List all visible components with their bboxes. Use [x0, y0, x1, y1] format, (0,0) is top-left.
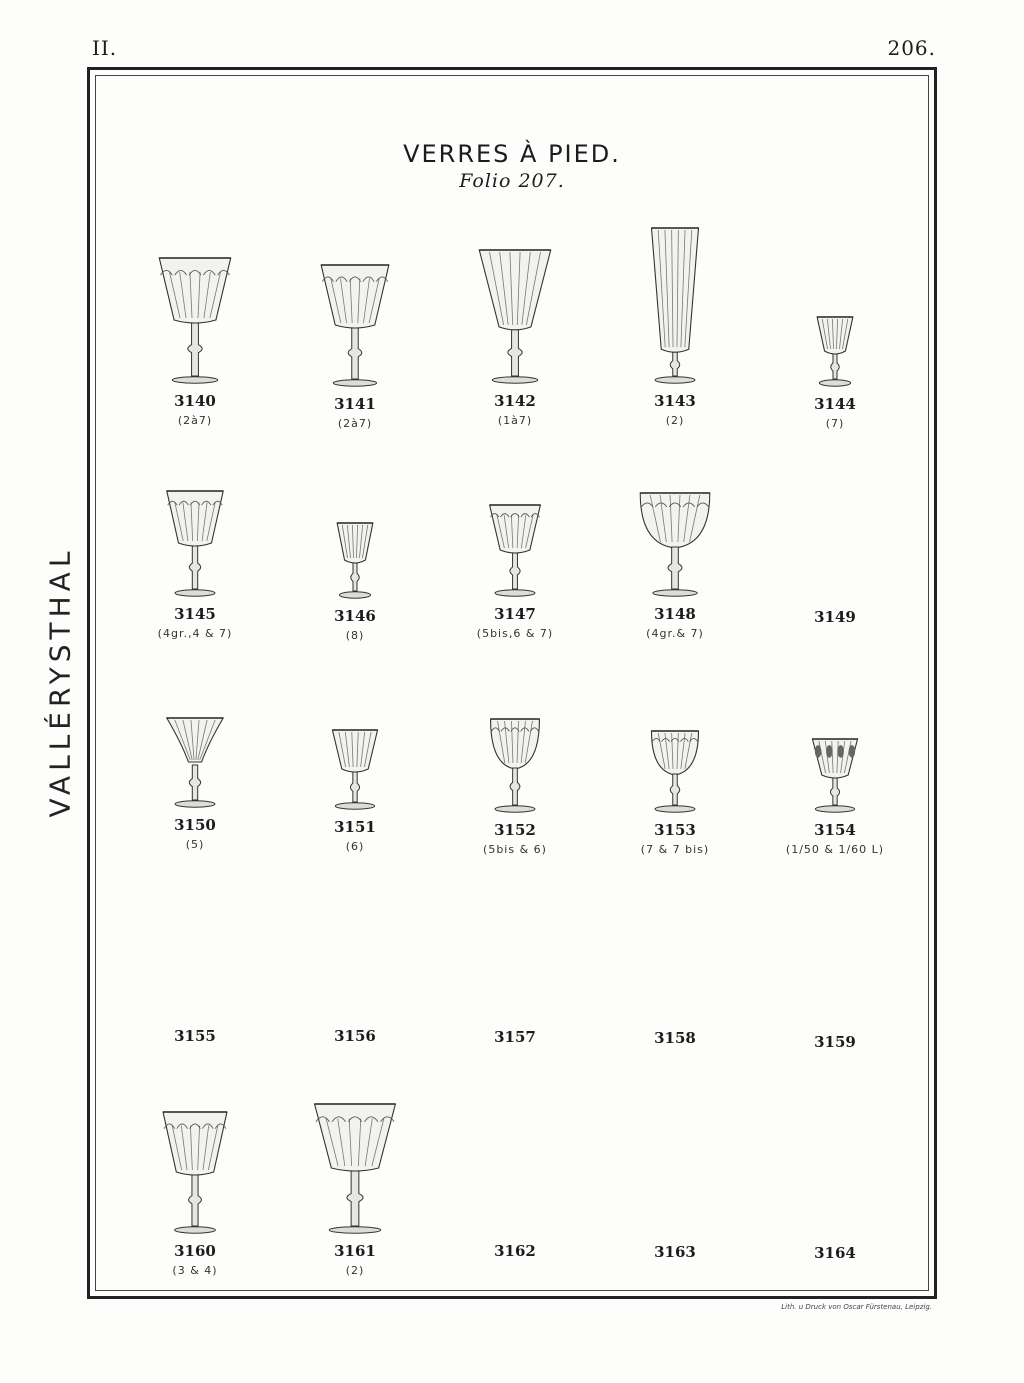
catalog-item [755, 1244, 915, 1262]
faceted-goblet-icon [161, 1110, 229, 1234]
glass-illustration [115, 489, 275, 597]
catalog-item [435, 1028, 595, 1046]
item-number: 3164 [814, 1244, 856, 1262]
item-number: 3150 [174, 816, 216, 834]
section-mark: II. [92, 36, 118, 60]
item-number: 3143 [654, 392, 696, 410]
item-number: 3149 [814, 608, 856, 626]
catalog-item [435, 392, 595, 427]
page-number: 206. [887, 36, 936, 60]
item-number: 3140 [174, 392, 216, 410]
faceted-goblet-icon [319, 263, 391, 387]
item-sizes: (6) [345, 840, 365, 853]
item-number: 3162 [494, 1242, 536, 1260]
item-number: 3163 [654, 1243, 696, 1261]
item-sizes: (2à7) [337, 417, 373, 430]
item-number: 3145 [174, 605, 216, 623]
catalog-item [755, 395, 915, 430]
item-number: 3159 [814, 1033, 856, 1051]
catalog-item [435, 1242, 595, 1260]
item-number: 3147 [494, 605, 536, 623]
item-number: 3142 [494, 392, 536, 410]
round-goblet-icon [650, 729, 700, 813]
fluted-glass-icon [477, 248, 553, 384]
catalog-item [595, 821, 755, 856]
glass-illustration [275, 521, 435, 599]
catalog-item [595, 605, 755, 640]
faceted-goblet-icon [165, 489, 225, 597]
item-number: 3153 [654, 821, 696, 839]
glass-illustration [275, 263, 435, 387]
glass-illustration [595, 491, 755, 597]
faceted-goblet-icon [488, 503, 542, 597]
item-number: 3158 [654, 1029, 696, 1047]
catalog-item [115, 605, 275, 640]
faceted-goblet-icon [312, 1102, 398, 1234]
item-sizes: (1à7) [497, 414, 533, 427]
item-number: 3161 [334, 1242, 376, 1260]
item-sizes: (5) [185, 838, 205, 851]
faceted-goblet-icon [157, 256, 233, 384]
item-number: 3157 [494, 1028, 536, 1046]
item-sizes: (3 & 4) [172, 1264, 218, 1277]
cut-glass-icon [811, 737, 859, 813]
catalog-item [595, 1243, 755, 1261]
catalog-item [115, 1027, 275, 1045]
item-number: 3154 [814, 821, 856, 839]
page-title: VERRES À PIED. [403, 140, 621, 168]
item-number: 3141 [334, 395, 376, 413]
item-sizes: (4gr.& 7) [646, 627, 704, 640]
catalog-item [275, 1242, 435, 1277]
catalog-item [755, 608, 915, 626]
catalog-item [275, 607, 435, 642]
small-liqueur-glass-icon [336, 521, 374, 599]
catalog-item [275, 818, 435, 853]
item-sizes: (7 & 7 bis) [640, 843, 710, 856]
catalog-item [115, 1242, 275, 1277]
glass-illustration [435, 248, 595, 384]
glass-illustration [115, 1110, 275, 1234]
glass-illustration [755, 737, 915, 813]
glass-illustration [115, 256, 275, 384]
item-number: 3148 [654, 605, 696, 623]
catalog-item [115, 392, 275, 427]
item-number: 3151 [334, 818, 376, 836]
side-brand-label: VALLÉRYSTHAL [43, 546, 77, 818]
glass-illustration [275, 728, 435, 810]
item-sizes: (7) [825, 417, 845, 430]
item-sizes: (5bis & 6) [483, 843, 547, 856]
catalog-item [595, 1029, 755, 1047]
item-number: 3156 [334, 1027, 376, 1045]
catalog-item [275, 1027, 435, 1045]
item-sizes: (2) [345, 1264, 365, 1277]
item-number: 3155 [174, 1027, 216, 1045]
glass-illustration [755, 315, 915, 387]
catalog-item [755, 821, 915, 856]
item-number: 3160 [174, 1242, 216, 1260]
page-subtitle: Folio 207. [459, 170, 565, 192]
tulip-glass-icon [165, 716, 225, 808]
item-sizes: (5bis,6 & 7) [476, 627, 554, 640]
catalog-item [595, 392, 755, 427]
printer-credit: Lith. u Druck von Oscar Fürstenau, Leipzig. [781, 1303, 932, 1311]
small-liqueur-glass-icon [816, 315, 854, 387]
item-sizes: (2) [665, 414, 685, 427]
round-goblet-icon [638, 491, 712, 597]
item-sizes: (4gr.,4 & 7) [157, 627, 233, 640]
item-number: 3146 [334, 607, 376, 625]
catalog-item [115, 816, 275, 851]
catalog-item [275, 395, 435, 430]
glass-illustration [435, 503, 595, 597]
glass-illustration [275, 1102, 435, 1234]
round-goblet-icon [489, 717, 541, 813]
tall-flute-icon [650, 226, 700, 384]
catalog-item [435, 821, 595, 856]
catalog-item [435, 605, 595, 640]
item-number: 3144 [814, 395, 856, 413]
small-liqueur-glass-icon [331, 728, 379, 810]
item-number: 3152 [494, 821, 536, 839]
glass-illustration [435, 717, 595, 813]
catalog-item [755, 1033, 915, 1051]
glass-illustration [115, 716, 275, 808]
glass-illustration [595, 226, 755, 384]
item-sizes: (8) [345, 629, 365, 642]
item-sizes: (1/50 & 1/60 L) [785, 843, 885, 856]
glass-illustration [595, 729, 755, 813]
item-sizes: (2à7) [177, 414, 213, 427]
